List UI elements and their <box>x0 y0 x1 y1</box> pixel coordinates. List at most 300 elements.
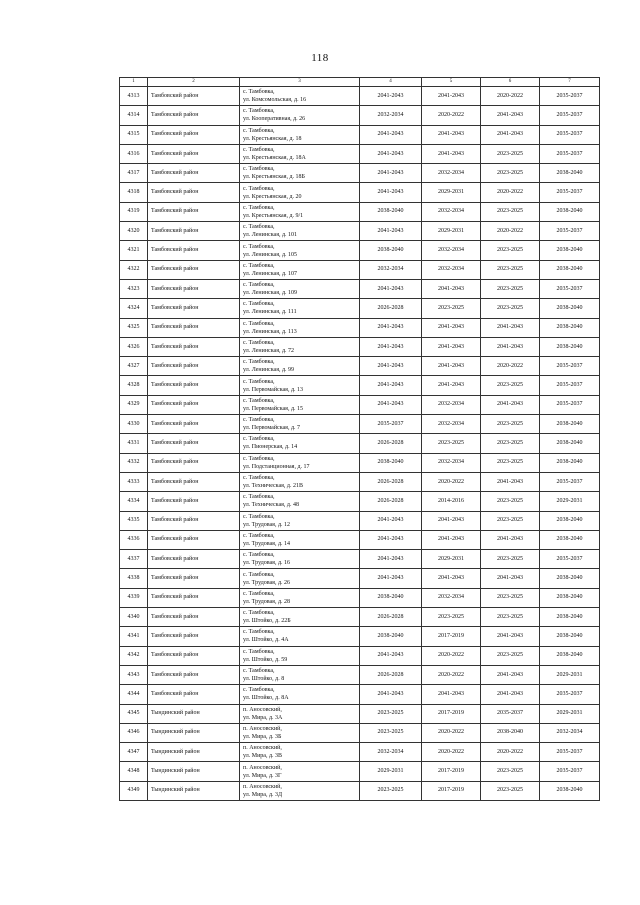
period-cell: 2035-2037 <box>540 222 600 241</box>
period-cell: 2041-2043 <box>360 125 422 144</box>
address-street: ул. Штойко, д. 8 <box>243 676 285 683</box>
period-cell: 2041-2043 <box>481 472 540 491</box>
district-cell: Тамбовский район <box>148 241 240 260</box>
period-cell: 2041-2043 <box>481 106 540 125</box>
col-header-4: 4 <box>360 78 422 87</box>
address-cell <box>240 453 360 472</box>
address-cell <box>240 299 360 318</box>
table-row <box>120 762 600 781</box>
table-row <box>120 665 600 684</box>
table-row <box>120 337 600 356</box>
address-cell <box>240 144 360 163</box>
col-header-3: 3 <box>240 78 360 87</box>
table-row <box>120 106 600 125</box>
row-number-cell: 4344 <box>120 685 148 704</box>
table-row <box>120 646 600 665</box>
table-row <box>120 241 600 260</box>
row-number-cell: 4329 <box>120 395 148 414</box>
col-header-5: 5 <box>422 78 481 87</box>
period-cell: 2023-2025 <box>481 415 540 434</box>
address-street: ул. Пионерская, д. 14 <box>243 444 298 451</box>
period-cell: 2041-2043 <box>422 685 481 704</box>
period-cell: 2029-2031 <box>422 183 481 202</box>
address-street: ул. Первомайская, д. 15 <box>243 405 303 412</box>
row-number-cell: 4332 <box>120 453 148 472</box>
period-cell: 2038-2040 <box>540 241 600 260</box>
address-street: ул. Ленинская, д. 109 <box>243 290 298 297</box>
address-street: ул. Ленинская, д. 99 <box>243 367 295 374</box>
row-number-cell: 4326 <box>120 337 148 356</box>
table-row <box>120 202 600 221</box>
period-cell: 2041-2043 <box>422 376 481 395</box>
table-row <box>120 279 600 298</box>
period-cell: 2038-2040 <box>360 627 422 646</box>
address-cell <box>240 530 360 549</box>
address-locality: с. Тамбовка, <box>243 475 275 482</box>
housing-table <box>119 77 600 801</box>
period-cell: 2032-2034 <box>540 723 600 742</box>
address-locality: с. Тамбовка, <box>243 455 275 462</box>
address-locality: с. Тамбовка, <box>243 204 275 211</box>
period-cell: 2032-2034 <box>422 453 481 472</box>
address-locality: с. Тамбовка, <box>243 397 275 404</box>
table-row <box>120 434 600 453</box>
period-cell: 2038-2040 <box>540 260 600 279</box>
period-cell: 2041-2043 <box>360 569 422 588</box>
period-cell: 2023-2025 <box>481 762 540 781</box>
address-cell <box>240 395 360 414</box>
district-cell: Тамбовский район <box>148 665 240 684</box>
period-cell: 2038-2040 <box>540 588 600 607</box>
address-cell <box>240 318 360 337</box>
period-cell: 2038-2040 <box>540 569 600 588</box>
period-cell: 2038-2040 <box>540 337 600 356</box>
address-locality: с. Тамбовка, <box>243 127 275 134</box>
period-cell: 2020-2022 <box>481 743 540 762</box>
address-cell <box>240 415 360 434</box>
address-locality: п. Аносовский, <box>243 764 282 771</box>
table-row <box>120 608 600 627</box>
period-cell: 2041-2043 <box>422 569 481 588</box>
period-cell: 2041-2043 <box>360 87 422 106</box>
period-cell: 2032-2034 <box>360 743 422 762</box>
period-cell: 2023-2025 <box>481 550 540 569</box>
district-cell: Тамбовский район <box>148 569 240 588</box>
table-row <box>120 453 600 472</box>
table-row <box>120 472 600 491</box>
period-cell: 2035-2037 <box>481 704 540 723</box>
period-cell: 2038-2040 <box>540 202 600 221</box>
address-locality: п. Аносовский, <box>243 706 282 713</box>
period-cell: 2017-2019 <box>422 762 481 781</box>
district-cell: Тындинский район <box>148 723 240 742</box>
period-cell: 2029-2031 <box>540 665 600 684</box>
period-cell: 2023-2025 <box>481 453 540 472</box>
period-cell: 2038-2040 <box>540 299 600 318</box>
address-locality: с. Тамбовка, <box>243 610 275 617</box>
table-row <box>120 415 600 434</box>
period-cell: 2026-2028 <box>360 608 422 627</box>
period-cell: 2038-2040 <box>540 627 600 646</box>
district-cell: Тындинский район <box>148 743 240 762</box>
period-cell: 2038-2040 <box>360 588 422 607</box>
address-cell <box>240 550 360 569</box>
period-cell: 2041-2043 <box>360 318 422 337</box>
period-cell: 2029-2031 <box>540 704 600 723</box>
table-row <box>120 125 600 144</box>
district-cell: Тамбовский район <box>148 164 240 183</box>
district-cell: Тамбовский район <box>148 588 240 607</box>
period-cell: 2020-2022 <box>422 665 481 684</box>
period-cell: 2023-2025 <box>481 434 540 453</box>
district-cell: Тамбовский район <box>148 337 240 356</box>
table-row <box>120 318 600 337</box>
period-cell: 2035-2037 <box>540 550 600 569</box>
address-cell <box>240 608 360 627</box>
period-cell: 2041-2043 <box>422 318 481 337</box>
period-cell: 2026-2028 <box>360 434 422 453</box>
address-street: ул. Ленинская, д. 107 <box>243 270 298 277</box>
period-cell: 2041-2043 <box>360 530 422 549</box>
period-cell: 2032-2034 <box>422 241 481 260</box>
address-street: ул. Штойко, д. 4А <box>243 637 289 644</box>
period-cell: 2032-2034 <box>360 260 422 279</box>
period-cell: 2035-2037 <box>540 685 600 704</box>
period-cell: 2041-2043 <box>360 376 422 395</box>
address-locality: с. Тамбовка, <box>243 340 275 346</box>
address-locality: с. Тамбовка, <box>243 359 275 366</box>
period-cell: 2014-2016 <box>422 492 481 511</box>
district-cell: Тамбовский район <box>148 376 240 395</box>
period-cell: 2035-2037 <box>540 125 600 144</box>
address-locality: с. Тамбовка, <box>243 552 275 559</box>
period-cell: 2023-2025 <box>360 704 422 723</box>
row-number-cell: 4348 <box>120 762 148 781</box>
address-street: ул. Крестьянская, д. 20 <box>243 193 302 200</box>
address-locality: п. Аносовский, <box>243 745 282 752</box>
address-locality: с. Тамбовка, <box>243 571 275 578</box>
period-cell: 2032-2034 <box>422 415 481 434</box>
row-number-cell: 4340 <box>120 608 148 627</box>
period-cell: 2041-2043 <box>360 183 422 202</box>
period-cell: 2041-2043 <box>360 337 422 356</box>
address-cell <box>240 434 360 453</box>
period-cell: 2041-2043 <box>481 530 540 549</box>
col-header-7: 7 <box>540 78 600 87</box>
district-cell: Тамбовский район <box>148 357 240 376</box>
row-number-cell: 4335 <box>120 511 148 530</box>
address-cell <box>240 685 360 704</box>
period-cell: 2029-2031 <box>422 222 481 241</box>
address-cell <box>240 569 360 588</box>
col-header-1: 1 <box>120 78 148 87</box>
district-cell: Тындинский район <box>148 762 240 781</box>
period-cell: 2026-2028 <box>360 492 422 511</box>
address-locality: с. Тамбовка, <box>243 668 275 675</box>
period-cell: 2020-2022 <box>481 222 540 241</box>
page-number: 118 <box>311 52 329 64</box>
period-cell: 2026-2028 <box>360 472 422 491</box>
table-row <box>120 511 600 530</box>
row-number-cell: 4334 <box>120 492 148 511</box>
period-cell: 2032-2034 <box>422 260 481 279</box>
table-body <box>120 78 600 801</box>
period-cell: 2041-2043 <box>360 144 422 163</box>
address-street: ул. Крестьянская, д. 18А <box>243 155 306 162</box>
period-cell: 2023-2025 <box>481 164 540 183</box>
period-cell: 2020-2022 <box>422 472 481 491</box>
row-number-cell: 4322 <box>120 260 148 279</box>
address-cell <box>240 376 360 395</box>
address-locality: с. Тамбовка, <box>243 320 275 327</box>
period-cell: 2041-2043 <box>481 665 540 684</box>
address-locality: с. Тамбовка, <box>243 147 275 154</box>
address-cell <box>240 125 360 144</box>
address-street: ул. Техническая, д. 48 <box>243 502 299 509</box>
period-cell: 2020-2022 <box>422 723 481 742</box>
address-locality: с. Тамбовка, <box>243 224 275 231</box>
address-cell <box>240 472 360 491</box>
period-cell: 2023-2025 <box>360 723 422 742</box>
period-cell: 2035-2037 <box>540 87 600 106</box>
address-locality: с. Тамбовка, <box>243 243 275 250</box>
address-cell <box>240 511 360 530</box>
table-row <box>120 550 600 569</box>
period-cell: 2023-2025 <box>481 376 540 395</box>
address-locality: п. Аносовский, <box>243 783 282 790</box>
period-cell: 2023-2025 <box>422 434 481 453</box>
address-street: ул. Кооперативная, д. 26 <box>243 116 306 123</box>
address-locality: с. Тамбовка, <box>243 687 275 694</box>
period-cell: 2038-2040 <box>540 164 600 183</box>
col-header-6: 6 <box>481 78 540 87</box>
period-cell: 2035-2037 <box>540 106 600 125</box>
period-cell: 2020-2022 <box>422 646 481 665</box>
table-row <box>120 222 600 241</box>
address-street: ул. Крестьянская, д. 18 <box>243 135 302 142</box>
header-row <box>120 78 600 87</box>
row-number-cell: 4313 <box>120 87 148 106</box>
table-row <box>120 530 600 549</box>
row-number-cell: 4338 <box>120 569 148 588</box>
period-cell: 2029-2031 <box>360 762 422 781</box>
period-cell: 2041-2043 <box>360 395 422 414</box>
table-row <box>120 627 600 646</box>
period-cell: 2032-2034 <box>422 202 481 221</box>
district-cell: Тамбовский район <box>148 511 240 530</box>
table-row <box>120 704 600 723</box>
address-locality: с. Тамбовка, <box>243 436 275 443</box>
period-cell: 2041-2043 <box>360 511 422 530</box>
period-cell: 2035-2037 <box>540 743 600 762</box>
address-locality: с. Тамбовка, <box>243 89 275 96</box>
address-cell <box>240 202 360 221</box>
table-row <box>120 183 600 202</box>
period-cell: 2038-2040 <box>540 434 600 453</box>
address-street: ул. Мира, д. 3Г <box>243 772 282 779</box>
address-cell <box>240 743 360 762</box>
address-locality: с. Тамбовка, <box>243 282 275 289</box>
address-locality: с. Тамбовка, <box>243 513 275 520</box>
address-cell <box>240 762 360 781</box>
period-cell: 2038-2040 <box>481 723 540 742</box>
period-cell: 2035-2037 <box>540 762 600 781</box>
period-cell: 2035-2037 <box>540 144 600 163</box>
period-cell: 2041-2043 <box>360 164 422 183</box>
row-number-cell: 4342 <box>120 646 148 665</box>
address-locality: с. Тамбовка, <box>243 262 275 269</box>
row-number-cell: 4315 <box>120 125 148 144</box>
address-street: ул. Мира, д. 3Б <box>243 733 282 740</box>
period-cell: 2041-2043 <box>422 511 481 530</box>
period-cell: 2041-2043 <box>422 87 481 106</box>
period-cell: 2023-2025 <box>481 241 540 260</box>
address-street: ул. Мира, д. 3А <box>243 714 283 721</box>
district-cell: Тамбовский район <box>148 260 240 279</box>
period-cell: 2041-2043 <box>422 144 481 163</box>
period-cell: 2032-2034 <box>422 164 481 183</box>
period-cell: 2017-2019 <box>422 627 481 646</box>
table-row <box>120 357 600 376</box>
address-street: ул. Штойко, д. 8А <box>243 695 289 702</box>
row-number-cell: 4349 <box>120 781 148 800</box>
district-cell: Тамбовский район <box>148 646 240 665</box>
period-cell: 2041-2043 <box>481 395 540 414</box>
address-locality: с. Тамбовка, <box>243 185 275 192</box>
period-cell: 2041-2043 <box>360 646 422 665</box>
period-cell: 2023-2025 <box>422 299 481 318</box>
address-cell <box>240 627 360 646</box>
row-number-cell: 4327 <box>120 357 148 376</box>
address-cell <box>240 241 360 260</box>
address-cell <box>240 222 360 241</box>
address-street: ул. Комсомольская, д. 16 <box>243 97 307 104</box>
address-cell <box>240 704 360 723</box>
district-cell: Тамбовский район <box>148 144 240 163</box>
period-cell: 2026-2028 <box>360 665 422 684</box>
district-cell: Тындинский район <box>148 781 240 800</box>
period-cell: 2038-2040 <box>540 415 600 434</box>
period-cell: 2041-2043 <box>422 357 481 376</box>
district-cell: Тамбовский район <box>148 608 240 627</box>
period-cell: 2023-2025 <box>360 781 422 800</box>
row-number-cell: 4318 <box>120 183 148 202</box>
row-number-cell: 4333 <box>120 472 148 491</box>
period-cell: 2023-2025 <box>481 588 540 607</box>
period-cell: 2023-2025 <box>481 202 540 221</box>
table-row <box>120 164 600 183</box>
table-row <box>120 260 600 279</box>
period-cell: 2041-2043 <box>422 337 481 356</box>
table-row <box>120 685 600 704</box>
period-cell: 2041-2043 <box>481 569 540 588</box>
address-cell <box>240 646 360 665</box>
address-cell <box>240 781 360 800</box>
district-cell: Тамбовский район <box>148 492 240 511</box>
period-cell: 2038-2040 <box>540 453 600 472</box>
period-cell: 2035-2037 <box>540 472 600 491</box>
district-cell: Тамбовский район <box>148 472 240 491</box>
address-locality: с. Тамбовка, <box>243 648 275 655</box>
address-street: ул. Техническая, д. 21В <box>243 483 303 490</box>
row-number-cell: 4336 <box>120 530 148 549</box>
address-locality: с. Тамбовка, <box>243 629 275 636</box>
row-number-cell: 4325 <box>120 318 148 337</box>
address-locality: с. Тамбовка, <box>243 532 275 539</box>
period-cell: 2041-2043 <box>481 318 540 337</box>
address-street: ул. Штойко, д. 59 <box>243 656 288 663</box>
period-cell: 2038-2040 <box>540 318 600 337</box>
table-row <box>120 588 600 607</box>
period-cell: 2017-2019 <box>422 781 481 800</box>
period-cell: 2038-2040 <box>540 511 600 530</box>
period-cell: 2035-2037 <box>360 415 422 434</box>
period-cell: 2035-2037 <box>540 376 600 395</box>
period-cell: 2023-2025 <box>422 608 481 627</box>
address-cell <box>240 260 360 279</box>
row-number-cell: 4323 <box>120 279 148 298</box>
row-number-cell: 4330 <box>120 415 148 434</box>
period-cell: 2032-2034 <box>422 395 481 414</box>
address-cell <box>240 106 360 125</box>
period-cell: 2041-2043 <box>481 685 540 704</box>
address-cell <box>240 588 360 607</box>
district-cell: Тамбовский район <box>148 395 240 414</box>
district-cell: Тамбовский район <box>148 627 240 646</box>
district-cell: Тамбовский район <box>148 453 240 472</box>
address-street: ул. Мира, д. 3Д <box>243 791 283 798</box>
district-cell: Тамбовский район <box>148 202 240 221</box>
period-cell: 2023-2025 <box>481 144 540 163</box>
period-cell: 2032-2034 <box>360 106 422 125</box>
row-number-cell: 4343 <box>120 665 148 684</box>
district-cell: Тамбовский район <box>148 279 240 298</box>
period-cell: 2038-2040 <box>540 608 600 627</box>
district-cell: Тамбовский район <box>148 530 240 549</box>
row-number-cell: 4345 <box>120 704 148 723</box>
address-cell <box>240 723 360 742</box>
period-cell: 2017-2019 <box>422 704 481 723</box>
address-cell <box>240 183 360 202</box>
row-number-cell: 4320 <box>120 222 148 241</box>
row-number-cell: 4321 <box>120 241 148 260</box>
district-cell: Тамбовский район <box>148 222 240 241</box>
period-cell: 2020-2022 <box>481 87 540 106</box>
table-row <box>120 781 600 800</box>
address-cell <box>240 492 360 511</box>
table-row <box>120 723 600 742</box>
address-cell <box>240 665 360 684</box>
period-cell: 2041-2043 <box>360 357 422 376</box>
period-cell: 2038-2040 <box>360 453 422 472</box>
address-locality: с. Тамбовка, <box>243 166 275 173</box>
district-cell: Тамбовский район <box>148 550 240 569</box>
period-cell: 2035-2037 <box>540 183 600 202</box>
district-cell: Тамбовский район <box>148 106 240 125</box>
row-number-cell: 4346 <box>120 723 148 742</box>
address-street: ул. Ленинская, д. 101 <box>243 232 298 239</box>
period-cell: 2041-2043 <box>360 550 422 569</box>
address-street: ул. Крестьянская, д. 9/1 <box>243 212 304 219</box>
table-row <box>120 299 600 318</box>
period-cell: 2041-2043 <box>481 627 540 646</box>
address-street: ул. Трудовая, д. 28 <box>243 598 290 605</box>
period-cell: 2041-2043 <box>422 279 481 298</box>
period-cell: 2041-2043 <box>481 125 540 144</box>
address-street: ул. Штойко, д. 22Б <box>243 618 291 625</box>
address-locality: с. Тамбовка, <box>243 590 275 597</box>
row-number-cell: 4337 <box>120 550 148 569</box>
